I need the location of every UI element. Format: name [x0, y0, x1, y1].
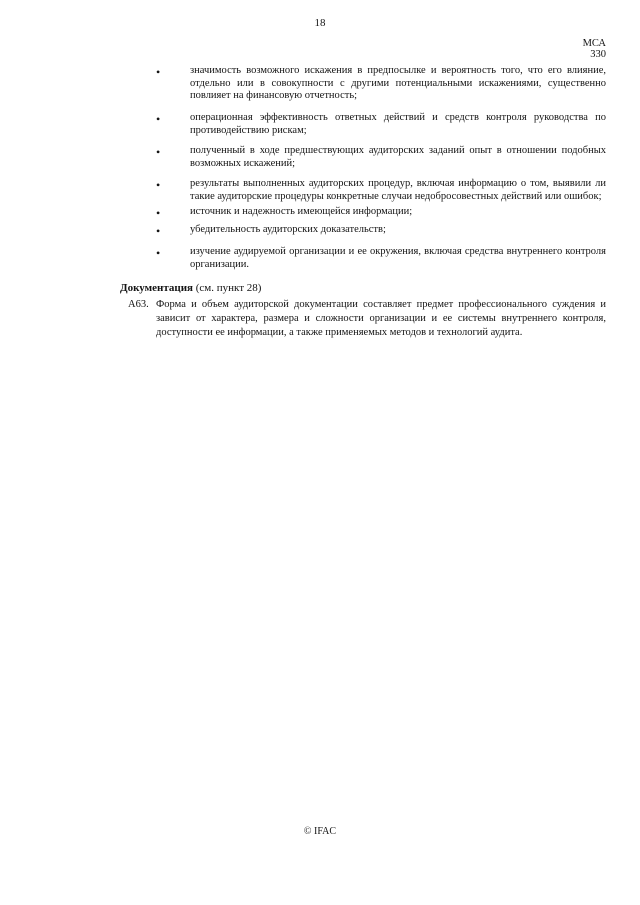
bullet-icon: •	[156, 206, 161, 220]
bullet-text: результаты выполненных аудиторских процедур, включая информацию о том, выявили ли такие аудиторские процедуры конкретные случаи недобросовестных действий или ошибок;	[190, 178, 606, 202]
bullet-icon: •	[156, 65, 161, 79]
bullet-item	[156, 112, 612, 138]
section-heading-reference: (см. пункт 28)	[192, 282, 262, 294]
bullet-text: значимость возможного искажения в предпосылке и вероятность того, что его влияние, отдельно или в совокупности с другими потенциальными искажениями, существенно повлияет на финансовую отчетность;	[190, 65, 606, 101]
document-code: МСА 330	[582, 38, 606, 60]
section-heading-title: Документация	[120, 282, 193, 294]
bullet-item	[156, 178, 612, 204]
footer-copyright: © IFAC	[303, 826, 337, 837]
paragraph-number: A63.	[128, 299, 149, 310]
bullet-item	[156, 224, 612, 238]
bullet-item	[156, 246, 612, 272]
bullet-item	[156, 206, 612, 220]
bullet-item	[156, 145, 612, 171]
bullet-text: источник и надежность имеющейся информации;	[190, 206, 413, 217]
bullet-text: полученный в ходе предшествующих аудиторских заданий опыт в отношении подобных возможных искажений;	[190, 145, 606, 169]
bullet-icon: •	[156, 112, 161, 126]
paragraph-text: Форма и объем аудиторской документации составляет предмет профессионального суждения и зависит от характера, размера и сложности организации и ее системы внутреннего контроля, доступности ее информации, а также применяемых методов и технологий аудита.	[156, 299, 606, 338]
bullet-icon: •	[156, 246, 161, 260]
page-number: 18	[314, 17, 326, 29]
bullet-text: операционная эффективность ответных действий и средств контроля руководства по противодействию рискам;	[190, 112, 606, 136]
bullet-icon: •	[156, 178, 161, 192]
bullet-text: убедительность аудиторских доказательств;	[190, 224, 386, 235]
bullet-icon: •	[156, 145, 161, 159]
bullet-item	[156, 65, 612, 103]
bullet-text: изучение аудируемой организации и ее окружения, включая средства внутреннего контроля организации.	[190, 246, 606, 270]
section-heading	[120, 282, 420, 295]
bullet-icon: •	[156, 224, 161, 238]
